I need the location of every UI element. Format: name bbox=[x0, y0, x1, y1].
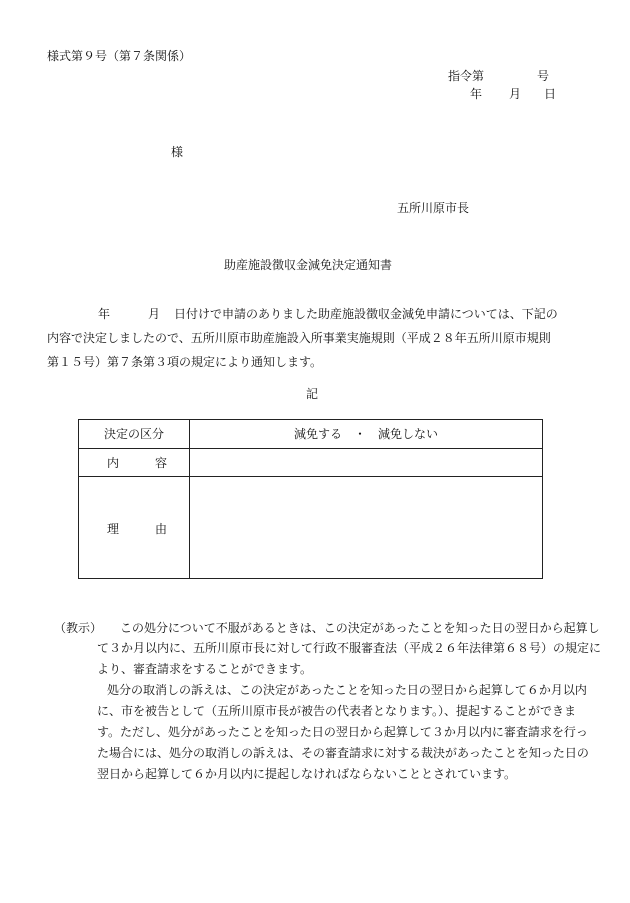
addressee-honorific: 様 bbox=[171, 145, 184, 159]
table-divider-row-1 bbox=[79, 448, 542, 449]
instruction-label: （教示） bbox=[54, 621, 103, 635]
notice-number-label: 指令第 bbox=[448, 69, 485, 83]
content-label-part-1: 内 bbox=[107, 456, 120, 470]
issuer-title: 五所川原市長 bbox=[397, 201, 470, 215]
body-month-label: 月 bbox=[148, 307, 161, 321]
instruction-line: た場合には、処分の取消しの訴えは、その審査請求に対する裁決があったことを知った日の bbox=[97, 746, 589, 760]
decision-category-value: 減免する ・ 減免しない bbox=[294, 427, 439, 441]
content-label-part-2: 容 bbox=[155, 456, 168, 470]
table-divider-vertical bbox=[189, 420, 190, 578]
body-line-2: 内容で決定しましたので、五所川原市助産施設入所事業実施規則（平成２８年五所川原市規則 bbox=[47, 331, 551, 345]
decision-category-label: 決定の区分 bbox=[104, 427, 165, 441]
date-month-label: 月 bbox=[509, 87, 522, 101]
notice-number-suffix: 号 bbox=[537, 69, 550, 83]
reason-label-part-2: 由 bbox=[155, 522, 168, 536]
instruction-line: 処分の取消しの訴えは、この決定があったことを知った日の翌日から起算して６か月以内 bbox=[107, 683, 587, 697]
body-line-3: 第１５号）第７条第３項の規定により通知します。 bbox=[47, 355, 323, 369]
date-year-label: 年 bbox=[470, 87, 483, 101]
reason-label-part-1: 理 bbox=[107, 522, 120, 536]
decision-table bbox=[78, 419, 543, 579]
ki-heading: 記 bbox=[306, 387, 319, 401]
document-title: 助産施設徴収金減免決定通知書 bbox=[224, 258, 393, 272]
body-year-label: 年 bbox=[98, 307, 111, 321]
instruction-line: この処分について不服があるときは、この決定があったことを知った日の翌日から起算し bbox=[120, 621, 600, 635]
instruction-line: より、審査請求をすることができます。 bbox=[97, 662, 313, 676]
body-line-1: 日付けで申請のありました助産施設徴収金減免申請については、下記の bbox=[174, 307, 558, 321]
instruction-line: す。ただし、処分があったことを知った日の翌日から起算して３か月以内に審査請求を行っ bbox=[97, 725, 588, 739]
form-number: 様式第９号（第７条関係） bbox=[47, 49, 192, 63]
instruction-line: に、市を被告として（五所川原市長が被告の代表者となります。）、提起することができま bbox=[97, 704, 577, 718]
table-divider-row-2 bbox=[79, 476, 542, 477]
instruction-line: て３か月以内に、五所川原市長に対して行政不服審査法（平成２６年法律第６８号）の規定に bbox=[97, 641, 602, 655]
instruction-line: 翌日から起算して６か月以内に提起しなければならないこととされています。 bbox=[97, 767, 517, 781]
date-day-label: 日 bbox=[544, 87, 557, 101]
